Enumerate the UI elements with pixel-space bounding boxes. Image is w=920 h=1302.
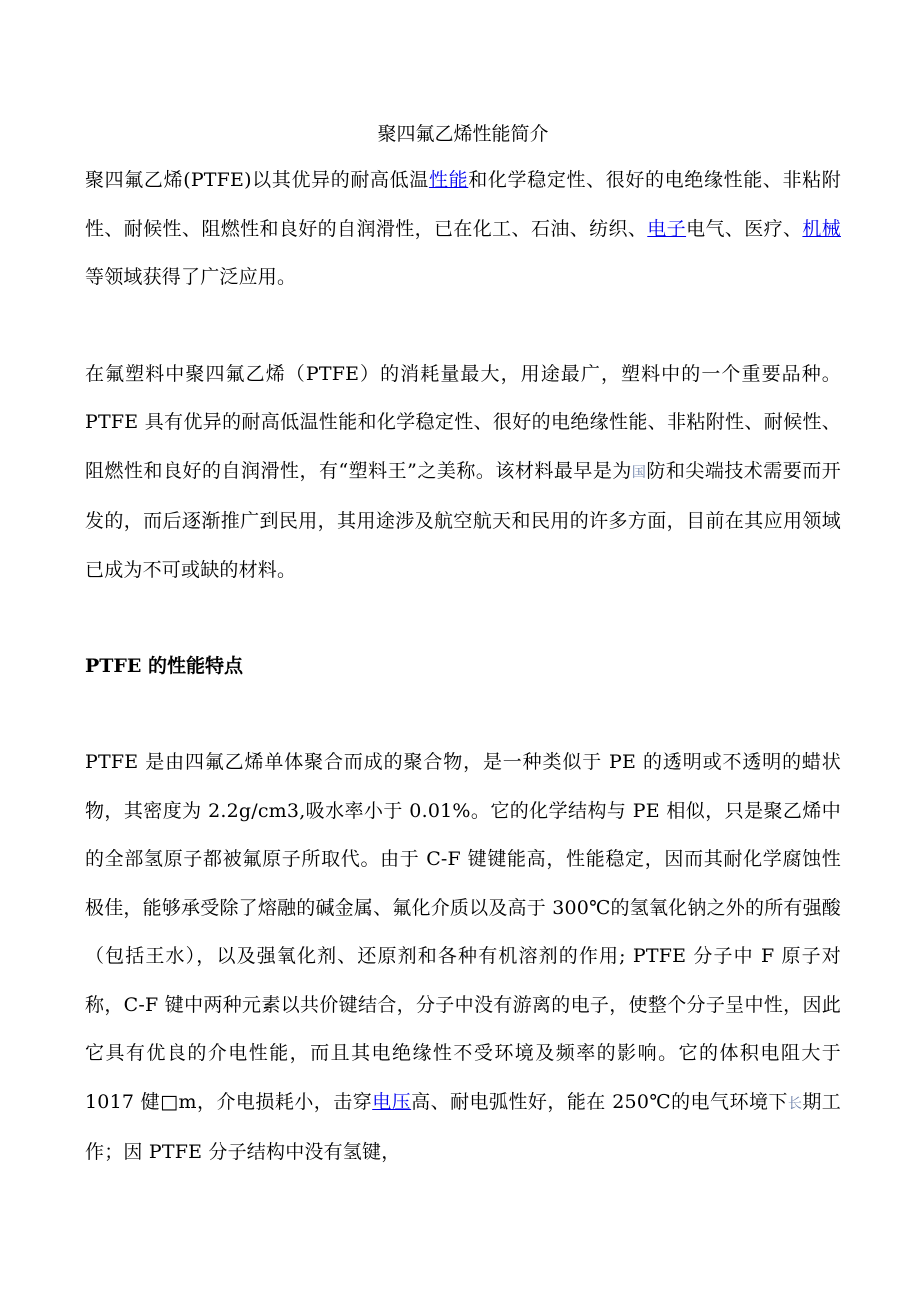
properties-text-1: PTFE 是由四氟乙烯单体聚合而成的聚合物，是一种类似于 PE 的透明或不透明的蜡状物，其密度为 2.2g/cm3,吸水率小于 0.01%。它的化学结构与 PE 相似，只是聚乙烯中的全部氢原子都被氟原子所取代。由于 C-F 键键能高，性能稳定，因而其耐化学腐蚀性极佳，能够承受除了熔融的碱金属、氟化介质以及高于 300℃的氢氧化钠之外的所有强酸（包括王水），以及强氧化剂、还原剂和各种有机溶剂的作用; PTFE 分子中 F 原子对称，C-F 键中两种元素以共价键结合，分子中没有游离的电子，使整个分子呈中性，因此它具有优良的介电性能，而且其电绝缘性不受环境及频率的影响。它的体积电阻大于 1017 健□m，介电损耗小，击穿	[85, 751, 841, 1113]
link-electronics[interactable]: 电子	[647, 217, 687, 240]
intro-text-4: 等领域获得了广泛应用。	[85, 266, 297, 288]
properties-inline-glyph: 长	[787, 1095, 803, 1112]
overview-text-1: 在氟塑料中聚四氟乙烯（PTFE）的消耗量最大，用途最广，塑料中的一个重要品种。PTFE 具有优异的耐高低温性能和化学稳定性、很好的电绝缘性能、非粘附性、耐候性、阻燃性和良好的自润滑性，有“塑料王”之美称。该材料最早是为	[85, 362, 841, 482]
spacer	[85, 594, 841, 642]
spacer	[85, 302, 841, 350]
overview-paragraph	[85, 350, 841, 595]
section-heading: PTFE 的性能特点	[85, 655, 244, 677]
intro-paragraph	[85, 156, 841, 302]
overview-inline-glyph: 国	[631, 464, 647, 481]
document-title: 聚四氟乙烯性能简介	[377, 123, 549, 145]
overview-text-2: 防和尖端技术需要而开发的，而后逐渐推广到民用，其用途涉及航空航天和民用的许多方面，目前在其应用领域已成为不可或缺的材料。	[85, 459, 841, 581]
properties-text-3: 期工作；因 PTFE 分子结构中没有氢键，	[85, 1090, 842, 1163]
link-machinery[interactable]: 机械	[802, 217, 841, 240]
intro-text-1: 聚四氟乙烯(PTFE)以其优异的耐高低温	[85, 169, 429, 191]
link-voltage[interactable]: 电压	[372, 1090, 412, 1113]
document-page	[85, 118, 841, 1177]
properties-text-2: 高、耐电弧性好，能在 250℃的电气环境下	[411, 1090, 788, 1113]
intro-text-3: 电气、医疗、	[686, 217, 803, 240]
spacer	[85, 690, 841, 738]
link-performance[interactable]: 性能	[428, 169, 469, 191]
properties-paragraph	[85, 738, 841, 1177]
intro-text-2: 和化学稳定性、很好的电绝缘性能、非粘附性、耐候性、阻燃性和良好的自润滑性，已在化工、石油、纺织、	[85, 169, 841, 240]
